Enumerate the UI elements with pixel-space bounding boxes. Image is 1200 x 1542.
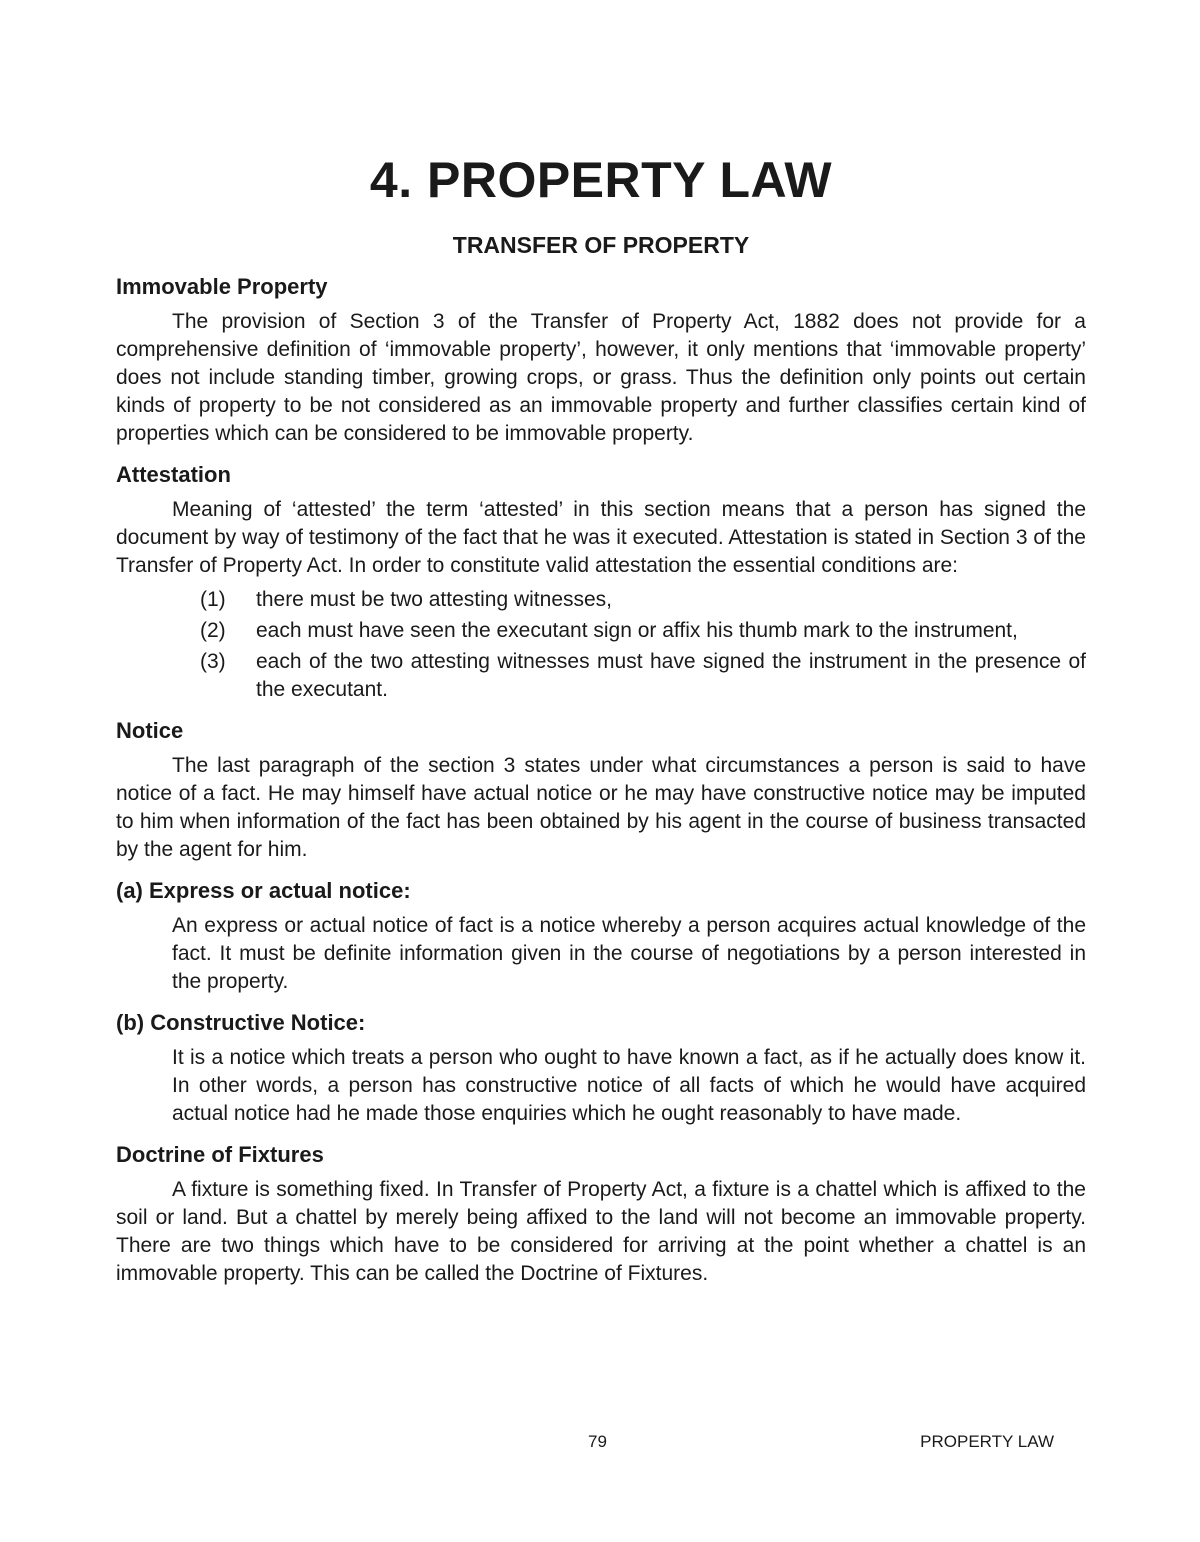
paragraph-doctrine-of-fixtures: A fixture is something fixed. In Transfer of Property Act, a fixture is a chattel which is affixed to the soil or land. But a chattel by merely being affixed to the land will not become an immovable property. There are two things which have to be considered for arriving at the point whether a chattel is an immovable property. This can be called the Doctrine of Fixtures.: [116, 1178, 1086, 1285]
list-item-text: each of the two attesting witnesses must have signed the instrument in the presence of the executant.: [256, 650, 1086, 701]
paragraph-immovable-property: The provision of Section 3 of the Transfer of Property Act, 1882 does not provide for a comprehensive definition of ‘immovable property’, however, it only mentions that ‘immovable property’ does not include standing timber, growing crops, or grass. Thus the definition only points out certain kinds of property to be not considered as an immovable property and further classifies certain kind of properties which can be considered to be immovable property.: [116, 310, 1086, 445]
list-item: [116, 648, 1086, 704]
attestation-conditions-list: [116, 586, 1086, 704]
list-item-number: (2): [200, 619, 226, 642]
heading-doctrine-of-fixtures: Doctrine of Fixtures: [116, 1142, 324, 1167]
paragraph-attestation: Meaning of ‘attested’ the term ‘attested’ in this section means that a person has signed the document by way of testimony of the fact that he was it executed. Attestation is stated in Section 3 of the Transfer of Property Act. In order to constitute valid attestation the essential conditions are:: [116, 498, 1086, 577]
running-title: PROPERTY LAW: [920, 1432, 1054, 1451]
heading-attestation: Attestation: [116, 462, 231, 487]
section-title: TRANSFER OF PROPERTY: [452, 232, 750, 258]
heading-notice: Notice: [116, 718, 184, 743]
list-item-text: there must be two attesting witnesses,: [256, 588, 613, 611]
page-footer: [0, 1432, 1200, 1456]
paragraph-notice: The last paragraph of the section 3 states under what circumstances a person is said to have notice of a fact. He may himself have actual notice or he may have constructive notice may be imputed to him when information of the fact has been obtained by his agent in the course of business transacted by the agent for him.: [116, 754, 1086, 861]
list-item-number: (3): [200, 650, 226, 673]
list-item-text: each must have seen the executant sign or affix his thumb mark to the instrument,: [256, 619, 1018, 642]
chapter-title: 4. PROPERTY LAW: [369, 152, 833, 208]
heading-constructive-notice: (b) Constructive Notice:: [116, 1010, 366, 1035]
list-item: [116, 586, 1086, 614]
list-item: [116, 617, 1086, 645]
list-item-number: (1): [200, 588, 226, 611]
heading-immovable-property: Immovable Property: [116, 274, 328, 299]
paragraph-constructive-notice: It is a notice which treats a person who ought to have known a fact, as if he actually does know it. In other words, a person has constructive notice of all facts of which he would have acquired actual notice had he made those enquiries which he ought reasonably to have made.: [172, 1046, 1086, 1125]
document-page: [116, 0, 1086, 1288]
page-number: 79: [588, 1432, 607, 1451]
paragraph-express-notice: An express or actual notice of fact is a notice whereby a person acquires actual knowledge of the fact. It must be definite information given in the course of negotiations by a person interested in the property.: [172, 914, 1086, 993]
heading-express-notice: (a) Express or actual notice:: [116, 878, 411, 903]
